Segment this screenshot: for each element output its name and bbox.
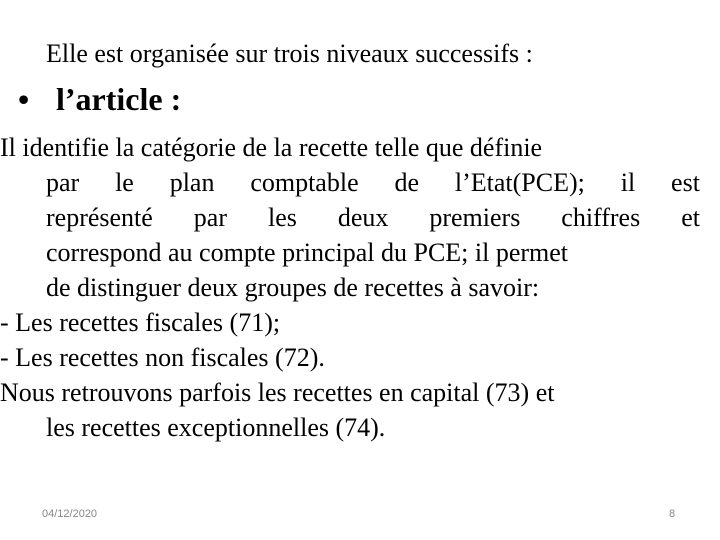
paragraph-word: il: [620, 168, 636, 197]
heading-text: l’article :: [56, 81, 182, 117]
paragraph-word: de: [394, 168, 420, 197]
paragraph-word: et: [681, 203, 700, 232]
paragraph-line: correspond au compte principal du PCE; il permet: [46, 238, 569, 267]
closing-line: Nous retrouvons parfois les recettes en capital (73) et: [0, 378, 555, 407]
footer-date: 04/12/2020: [42, 508, 98, 520]
paragraph-word: les: [267, 203, 297, 232]
paragraph-word: premiers: [429, 203, 521, 232]
paragraph-word: l’Etat(PCE);: [454, 168, 585, 197]
paragraph-line: [0, 165, 700, 200]
paragraph-word: représenté: [46, 203, 153, 232]
paragraph-word: comptable: [250, 168, 359, 197]
paragraph-word: est: [671, 168, 700, 197]
intro-text: Elle est organisée sur trois niveaux successifs :: [46, 39, 533, 68]
page-number: 8: [669, 508, 676, 520]
paragraph-line: Il identifie la catégorie de la recette telle que définie: [0, 133, 543, 162]
paragraph-word: plan: [169, 168, 215, 197]
section-heading: [18, 80, 181, 118]
paragraph-line: [0, 200, 700, 235]
paragraph-word: chiffres: [561, 203, 641, 232]
paragraph-line: de distinguer deux groupes de recettes à savoir:: [46, 273, 540, 302]
paragraph-word: le: [115, 168, 134, 197]
body-text: [0, 130, 700, 445]
paragraph-word: par: [46, 168, 80, 197]
list-item: - Les recettes non fiscales (72).: [0, 343, 325, 372]
paragraph-word: par: [193, 203, 227, 232]
closing-line: les recettes exceptionnelles (74).: [46, 413, 386, 442]
list-item: - Les recettes fiscales (71);: [0, 308, 281, 337]
paragraph-word: deux: [337, 203, 389, 232]
bullet-icon: •: [18, 81, 30, 117]
